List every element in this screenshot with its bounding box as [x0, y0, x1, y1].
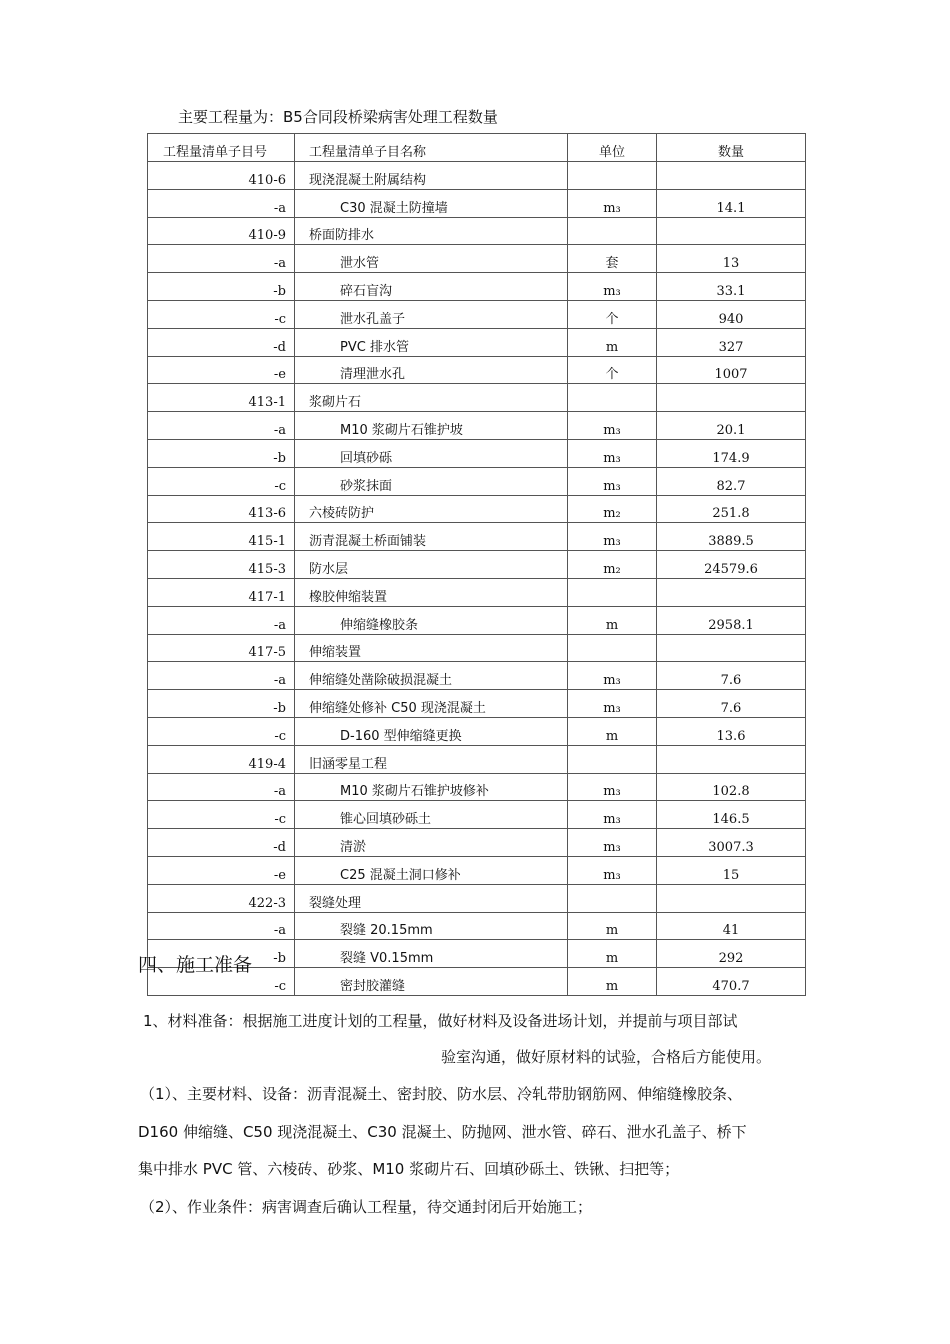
- row-code-cell: -a: [148, 606, 295, 634]
- section-heading: 四、施工准备: [138, 954, 253, 976]
- row-code-cell: -c: [148, 801, 295, 829]
- row-code-cell: 410-9: [148, 217, 295, 245]
- row-unit-cell: m₃: [568, 856, 657, 884]
- table-row: [148, 495, 806, 523]
- row-name-cell: 砂浆抹面: [295, 467, 568, 495]
- row-name-cell: 伸缩缝处修补 C50 现浇混凝土: [295, 690, 568, 718]
- row-unit-cell: m: [568, 606, 657, 634]
- table-row: [148, 662, 806, 690]
- row-code-cell: -b: [148, 940, 295, 968]
- row-quantity-cell: 146.5: [657, 801, 806, 829]
- row-unit-cell: m₃: [568, 773, 657, 801]
- row-unit-cell: m: [568, 940, 657, 968]
- row-unit-cell: m: [568, 912, 657, 940]
- row-code-cell: -b: [148, 690, 295, 718]
- table-row: [148, 829, 806, 857]
- row-name-cell: 防水层: [295, 551, 568, 579]
- header-code: 工程量清单子目号: [148, 134, 295, 162]
- table-body: [148, 162, 806, 996]
- row-unit-cell: 个: [568, 300, 657, 328]
- row-unit-cell: m₃: [568, 439, 657, 467]
- row-quantity-cell: 33.1: [657, 273, 806, 301]
- table-row: [148, 773, 806, 801]
- row-name-cell: PVC 排水管: [295, 328, 568, 356]
- row-unit-cell: 套: [568, 245, 657, 273]
- table-row: [148, 551, 806, 579]
- row-code-cell: -c: [148, 300, 295, 328]
- table-row: [148, 189, 806, 217]
- row-quantity-cell: 41: [657, 912, 806, 940]
- row-unit-cell: [568, 217, 657, 245]
- row-name-cell: 回填砂砾: [295, 439, 568, 467]
- row-quantity-cell: [657, 578, 806, 606]
- row-unit-cell: [568, 634, 657, 662]
- paragraph-main-materials: （1）、主要材料、设备：沥青混凝土、密封胶、防水层、冷轧带肋钢筋网、伸缩缝橡胶条、: [140, 1085, 743, 1103]
- table-row: [148, 245, 806, 273]
- row-quantity-cell: 15: [657, 856, 806, 884]
- row-code-cell: -d: [148, 829, 295, 857]
- row-code-cell: -a: [148, 412, 295, 440]
- row-quantity-cell: 2958.1: [657, 606, 806, 634]
- table-row: [148, 439, 806, 467]
- row-name-cell: 六棱砖防护: [295, 495, 568, 523]
- table-row: [148, 328, 806, 356]
- row-quantity-cell: 174.9: [657, 439, 806, 467]
- row-code-cell: -c: [148, 717, 295, 745]
- row-unit-cell: m: [568, 717, 657, 745]
- row-name-cell: D-160 型伸缩缝更换: [295, 717, 568, 745]
- row-quantity-cell: 327: [657, 328, 806, 356]
- table-row: [148, 217, 806, 245]
- paragraph-work-conditions: （2）、作业条件：病害调查后确认工程量，待交通封闭后开始施工；: [140, 1198, 593, 1216]
- header-name: 工程量清单子目名称: [295, 134, 568, 162]
- row-code-cell: 410-6: [148, 162, 295, 190]
- row-unit-cell: m₃: [568, 523, 657, 551]
- table-row: [148, 162, 806, 190]
- row-name-cell: 伸缩缝橡胶条: [295, 606, 568, 634]
- row-quantity-cell: 1007: [657, 356, 806, 384]
- table-row: [148, 634, 806, 662]
- row-quantity-cell: [657, 884, 806, 912]
- row-code-cell: -c: [148, 467, 295, 495]
- table-row: [148, 717, 806, 745]
- table-row: [148, 412, 806, 440]
- table-row: [148, 912, 806, 940]
- row-quantity-cell: [657, 634, 806, 662]
- row-code-cell: 417-1: [148, 578, 295, 606]
- row-name-cell: 橡胶伸缩装置: [295, 578, 568, 606]
- table-title: 主要工程量为：B5合同段桥梁病害处理工程数量: [178, 108, 498, 126]
- row-quantity-cell: [657, 162, 806, 190]
- row-code-cell: 419-4: [148, 745, 295, 773]
- row-name-cell: 现浇混凝土附属结构: [295, 162, 568, 190]
- row-quantity-cell: 20.1: [657, 412, 806, 440]
- row-name-cell: 泄水管: [295, 245, 568, 273]
- row-unit-cell: m₃: [568, 189, 657, 217]
- row-code-cell: -a: [148, 245, 295, 273]
- row-name-cell: 泄水孔盖子: [295, 300, 568, 328]
- table-row: [148, 578, 806, 606]
- row-name-cell: 密封胶灌缝: [295, 968, 568, 996]
- row-name-cell: 清淤: [295, 829, 568, 857]
- row-quantity-cell: 940: [657, 300, 806, 328]
- row-code-cell: -d: [148, 328, 295, 356]
- row-code-cell: 415-3: [148, 551, 295, 579]
- row-code-cell: -a: [148, 189, 295, 217]
- row-unit-cell: 个: [568, 356, 657, 384]
- paragraph-main-materials-cont1: D160 伸缩缝、C50 现浇混凝土、C30 混凝土、防抛网、泄水管、碎石、泄水孔盖子、桥下: [138, 1123, 747, 1141]
- row-code-cell: -b: [148, 439, 295, 467]
- row-unit-cell: m₃: [568, 801, 657, 829]
- row-quantity-cell: [657, 217, 806, 245]
- table-row: [148, 745, 806, 773]
- table-row: [148, 356, 806, 384]
- row-code-cell: 422-3: [148, 884, 295, 912]
- row-quantity-cell: [657, 384, 806, 412]
- row-unit-cell: [568, 745, 657, 773]
- row-quantity-cell: 470.7: [657, 968, 806, 996]
- table-row: [148, 273, 806, 301]
- paragraph-material-prep: 1、材料准备：根据施工进度计划的工程量，做好材料及设备进场计划，并提前与项目部试: [143, 1012, 738, 1030]
- row-name-cell: 旧涵零星工程: [295, 745, 568, 773]
- row-name-cell: C30 混凝土防撞墙: [295, 189, 568, 217]
- row-unit-cell: [568, 578, 657, 606]
- row-code-cell: 413-6: [148, 495, 295, 523]
- row-code-cell: -c: [148, 968, 295, 996]
- row-quantity-cell: 13.6: [657, 717, 806, 745]
- row-code-cell: -a: [148, 773, 295, 801]
- row-unit-cell: m₂: [568, 495, 657, 523]
- table-row: [148, 801, 806, 829]
- row-quantity-cell: 24579.6: [657, 551, 806, 579]
- row-code-cell: -a: [148, 662, 295, 690]
- table-row: [148, 606, 806, 634]
- row-code-cell: -e: [148, 356, 295, 384]
- row-code-cell: -b: [148, 273, 295, 301]
- header-quantity: 数量: [657, 134, 806, 162]
- row-quantity-cell: 3889.5: [657, 523, 806, 551]
- table-row: [148, 884, 806, 912]
- row-code-cell: 415-1: [148, 523, 295, 551]
- row-quantity-cell: 251.8: [657, 495, 806, 523]
- row-name-cell: 裂缝处理: [295, 884, 568, 912]
- row-unit-cell: m₃: [568, 662, 657, 690]
- row-unit-cell: [568, 384, 657, 412]
- row-unit-cell: m₃: [568, 273, 657, 301]
- row-name-cell: 伸缩缝处凿除破损混凝土: [295, 662, 568, 690]
- row-quantity-cell: 292: [657, 940, 806, 968]
- row-name-cell: 伸缩装置: [295, 634, 568, 662]
- paragraph-material-prep-cont: 验室沟通，做好原材料的试验，合格后方能使用。: [441, 1048, 772, 1066]
- row-unit-cell: m: [568, 968, 657, 996]
- row-unit-cell: [568, 884, 657, 912]
- row-quantity-cell: 14.1: [657, 189, 806, 217]
- row-code-cell: -a: [148, 912, 295, 940]
- row-quantity-cell: 7.6: [657, 690, 806, 718]
- row-name-cell: 桥面防排水: [295, 217, 568, 245]
- row-name-cell: 锥心回填砂砾土: [295, 801, 568, 829]
- row-unit-cell: [568, 162, 657, 190]
- row-code-cell: -e: [148, 856, 295, 884]
- paragraph-main-materials-cont2: 集中排水 PVC 管、六棱砖、砂浆、M10 浆砌片石、回填砂砾土、铁锹、扫把等；: [138, 1160, 680, 1178]
- row-name-cell: 裂缝 V0.15mm: [295, 940, 568, 968]
- row-name-cell: 碎石盲沟: [295, 273, 568, 301]
- table-row: [148, 856, 806, 884]
- row-unit-cell: m₂: [568, 551, 657, 579]
- row-unit-cell: m: [568, 328, 657, 356]
- row-name-cell: 清理泄水孔: [295, 356, 568, 384]
- row-unit-cell: m₃: [568, 412, 657, 440]
- table-header-row: [148, 134, 806, 162]
- row-name-cell: M10 浆砌片石锥护坡修补: [295, 773, 568, 801]
- header-unit: 单位: [568, 134, 657, 162]
- row-quantity-cell: 13: [657, 245, 806, 273]
- table-row: [148, 690, 806, 718]
- row-quantity-cell: 7.6: [657, 662, 806, 690]
- table-row: [148, 384, 806, 412]
- row-name-cell: 沥青混凝土桥面铺装: [295, 523, 568, 551]
- row-code-cell: 413-1: [148, 384, 295, 412]
- row-unit-cell: m₃: [568, 467, 657, 495]
- quantity-table: [147, 133, 806, 996]
- row-unit-cell: m₃: [568, 829, 657, 857]
- row-unit-cell: m₃: [568, 690, 657, 718]
- row-quantity-cell: 102.8: [657, 773, 806, 801]
- row-code-cell: 417-5: [148, 634, 295, 662]
- table-row: [148, 300, 806, 328]
- row-name-cell: C25 混凝土洞口修补: [295, 856, 568, 884]
- table-row: [148, 523, 806, 551]
- table-row: [148, 467, 806, 495]
- row-name-cell: 浆砌片石: [295, 384, 568, 412]
- row-quantity-cell: [657, 745, 806, 773]
- row-name-cell: 裂缝 20.15mm: [295, 912, 568, 940]
- row-name-cell: M10 浆砌片石锥护坡: [295, 412, 568, 440]
- row-quantity-cell: 82.7: [657, 467, 806, 495]
- row-quantity-cell: 3007.3: [657, 829, 806, 857]
